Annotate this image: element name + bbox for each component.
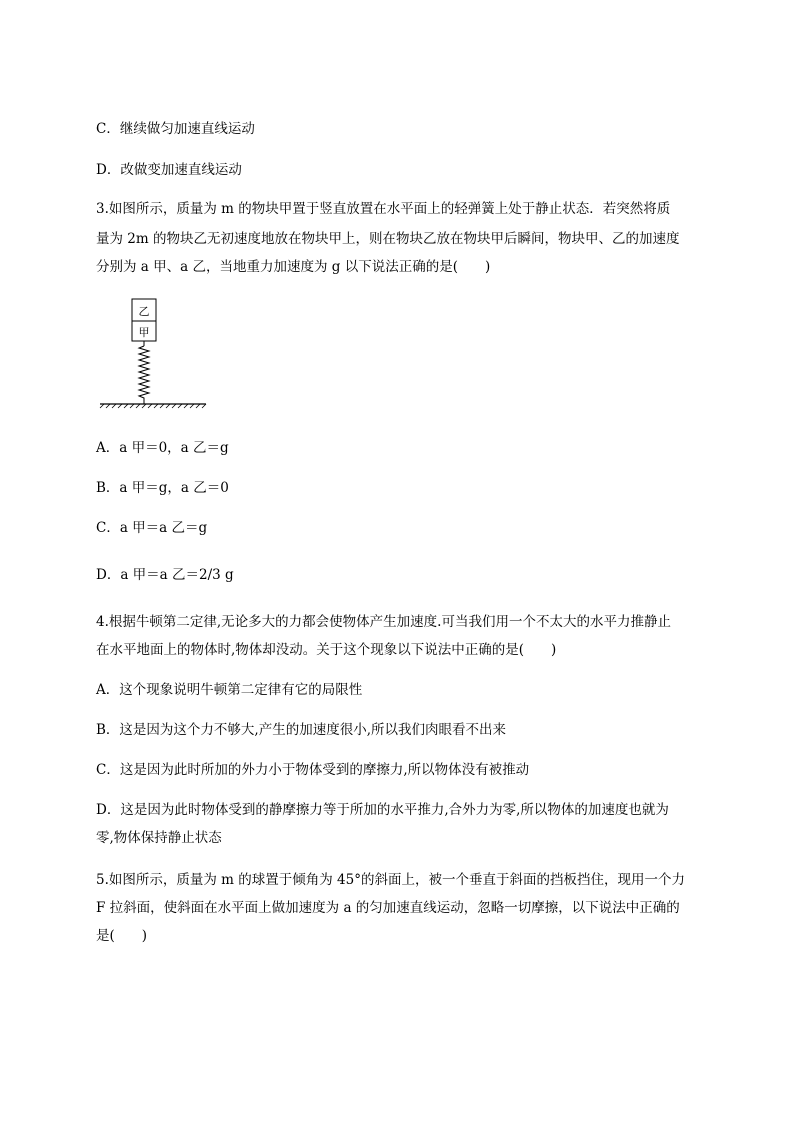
- block-jia-label: 甲: [138, 326, 150, 339]
- spring-icon: [139, 346, 149, 404]
- q5-stem-line2: F 拉斜面，使斜面在水平面上做加速度为 a 的匀加速直线运动，忽略一切摩擦，以下说法中正确的: [96, 900, 680, 916]
- q3-option-a: A．a 甲＝0，a 乙＝g: [96, 440, 229, 456]
- q3-option-b: B．a 甲＝g，a 乙＝0: [96, 480, 229, 496]
- q3-stem-line2: 量为 2m 的物块乙无初速度地放在物块甲上，则在物块乙放在物块甲后瞬间，物块甲、乙的加速度: [96, 231, 680, 247]
- ground-hatch: [100, 404, 206, 408]
- q4-option-d-line2: 零,物体保持静止状态: [96, 830, 222, 846]
- q4-option-d-line1: D．这是因为此时物体受到的静摩擦力等于所加的水平推力,合外力为零,所以物体的加速度也就为: [96, 802, 669, 818]
- q4-option-c: C．这是因为此时所加的外力小于物体受到的摩擦力,所以物体没有被推动: [96, 762, 530, 778]
- block-yi-label: 乙: [138, 305, 150, 318]
- q4-stem-line2: 在水平地面上的物体时,物体却没动。关于这个现象以下说法中正确的是( ): [96, 642, 557, 658]
- q2-option-d: D．改做变加速直线运动: [96, 162, 242, 178]
- q3-option-c: C．a 甲＝a 乙＝g: [96, 520, 208, 536]
- q3-stem-line1: 3.如图所示，质量为 m 的物块甲置于竖直放置在水平面上的轻弹簧上处于静止状态．若突然将质: [96, 201, 671, 217]
- q4-stem-line1: 4.根据牛顿第二定律,无论多大的力都会使物体产生加速度.可当我们用一个不太大的水平力推静止: [96, 614, 671, 630]
- q4-option-b: B．这是因为这个力不够大,产生的加速度很小,所以我们肉眼看不出来: [96, 722, 507, 738]
- q4-option-a: A．这个现象说明牛顿第二定律有它的局限性: [96, 682, 363, 698]
- q5-stem-line1: 5.如图所示，质量为 m 的球置于倾角为 45°的斜面上，被一个垂直于斜面的挡板挡住，现用一个力: [96, 872, 685, 888]
- q3-stem-line3: 分别为 a 甲、a 乙，当地重力加速度为 g 以下说法正确的是( ): [96, 259, 491, 275]
- q3-option-d: D．a 甲＝a 乙＝2/3 g: [96, 567, 234, 583]
- spring-blocks-figure: [96, 296, 216, 416]
- q2-option-c: C．继续做匀加速直线运动: [96, 121, 255, 137]
- q5-stem-line3: 是( ): [96, 928, 148, 944]
